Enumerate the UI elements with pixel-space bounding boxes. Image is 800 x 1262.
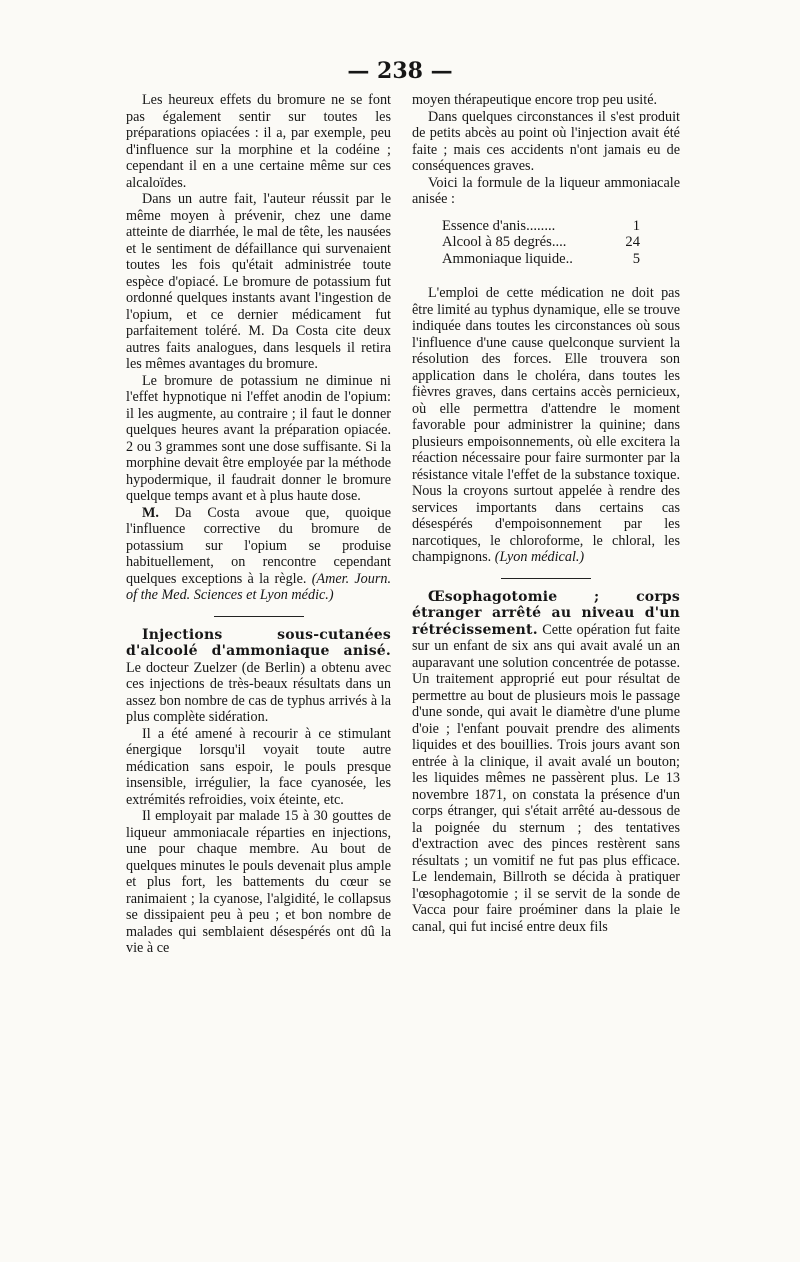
section-divider [501,578,591,579]
formula-quantity: 1 [632,217,640,234]
paragraph: Il a été amené à recourir à ce stimulant énergique lorsqu'il voyait toute autre médication sans espoir, le pouls presque insensible, irrégulier, la face cyanosée, les extrémités refroidies, voix éteinte, etc. [126,725,391,808]
formula-list [442,218,680,268]
section-divider [214,616,304,617]
paragraph: Il employait par malade 15 à 30 gouttes de liqueur ammoniacale réparties en injections, une pour chaque membre. Au bout de quelques minutes le pouls devenait plus ample et plus fort, les battements du cœur se ranimaient ; la cyanose, l'algidité, le collapsus se dissipaient peu à peu ; et bon nombre de malades qui semblaient désespérés ont dû la vie à ce [126,808,391,956]
formula-ingredient: Ammoniaque liquide.. [442,250,573,267]
formula-ingredient: Essence d'anis........ [442,217,556,234]
paragraph: Dans un autre fait, l'auteur réussit par le même moyen à prévenir, chez une dame atteinte de diarrhée, le mal de tête, les nausées et le sentiment de défaillance qui survenaient toutes les fois qu'était administrée toute espèce d'opiacé. Le bromure de potassium fut ordonné quelques instants avant l'ingestion de l'opium, et ce dernier médicament fut parfaitement toléré. M. Da Costa cite deux autres faits analogues, dans lesquels il retira les mêmes avantages du bromure. [126,191,391,372]
left-column [126,92,391,957]
section-heading: Injections sous-cutanées d'alcoolé d'ammoniaque anisé. [126,626,391,659]
formula-row [442,218,640,235]
paragraph: Voici la formule de la liqueur ammoniacale anisée : [412,174,680,207]
right-column [412,92,680,935]
paragraph-body: Le docteur Zuelzer (de Berlin) a obtenu avec ces injections de très-beaux résultats dans un assez bon nombre de cas de typhus arrivés à la plus complète sidération. [126,659,391,725]
formula-quantity: 5 [632,250,640,267]
section-paragraph [126,627,391,726]
paragraph-body: Da Costa avoue que, quoique l'influence corrective du bromure de potassium sur l'opium se produise habituellement, on rencontre cependant quelques exceptions à la règle. [126,504,391,587]
formula-row [442,251,640,268]
source-citation: (Amer. Journ. of the Med. Sciences et Lyon médic.) [126,570,392,603]
paragraph: Le bromure de potassium ne diminue ni l'effet hypnotique ni l'effet anodin de l'opium: il les augmente, au contraire ; il faut le donner quelques heures avant la préparation opiacée. 2 ou 3 grammes sont une dose suffisante. Si la morphine devait être employée par la méthode hypodermique, il faudrait donner le bromure quelque temps avant et à plus haute dose. [126,372,391,504]
formula-row [442,234,640,251]
formula-quantity: 24 [625,234,640,250]
paragraph: Les heureux effets du bromure ne se font pas également sentir sur toutes les préparations opiacées : il a, par exemple, peu d'influence sur la morphine et la codéine ; cependant il en a une certaine même sur ces alcaloïdes. [126,92,391,191]
paragraph-body: Cette opération fut faite sur un enfant de six ans qui avait avalé un an auparavant une solution concentrée de potasse. Un traitement approprié eut pour résultat de permettre au bout de plusieurs mois le passage d'une sonde, qui avait le diamètre d'une plume d'oie ; l'enfant pouvait prendre des aliments liquides et des bouillies. Trois jours avant son entrée à la clinique, il avait avalé un bouton; les liquides mêmes ne passèrent plus. Le 13 novembre 1871, on constata la présence d'un corps étranger, qui s'était arrêté au-dessous de la poignée du sternum ; des tentatives d'extraction avec des pinces restèrent sans résultats ; un vomitif ne fut pas plus efficace. Le lendemain, Billroth se décida à pratiquer l'œsophagotomie ; il se servit de la sonde de Vacca pour faire proéminer dans la plaie le canal, qui fut incisé entre deux fils [412,621,681,935]
page-number: — 238 — [347,58,453,84]
paragraph [126,505,391,604]
paragraph-body: L'emploi de cette médication ne doit pas être limité au typhus dynamique, elle se trouve indiquée dans toutes les circonstances où sous l'influence d'une cause quelconque survient la résolution des forces. Elle trouvera son application dans le choléra, dans toutes les fièvres graves, dans certains accès pernicieux, où elle permettra d'attendre le moment favorable pour administrer la quinine; dans plusieurs empoisonnements, où elle excitera la réaction nécessaire pour faire surmonter par la résistance vitale l'effet de la substance toxique. Nous la croyons surtout appelée à rendre des services importants dans certains cas désespérés d'empoisonnement par les narcotiques, le chloroforme, le chloral, les champignons. [412,285,680,565]
formula-ingredient: Alcool à 85 degrés.... [442,234,567,250]
paragraph: moyen thérapeutique encore trop peu usité. [412,92,658,108]
source-citation: (Lyon médical.) [494,549,585,565]
section-paragraph [412,589,680,936]
paragraph [412,285,680,566]
paragraph-lead: M. [142,504,159,521]
section-heading: Œsophagotomie ; corps étranger arrêté au niveau d'un rétrécissement. [412,588,680,638]
paragraph: Dans quelques circonstances il s'est produit de petits abcès au point où l'injection avait été faite ; mais ces accidents n'ont jamais eu de conséquences graves. [412,108,680,174]
